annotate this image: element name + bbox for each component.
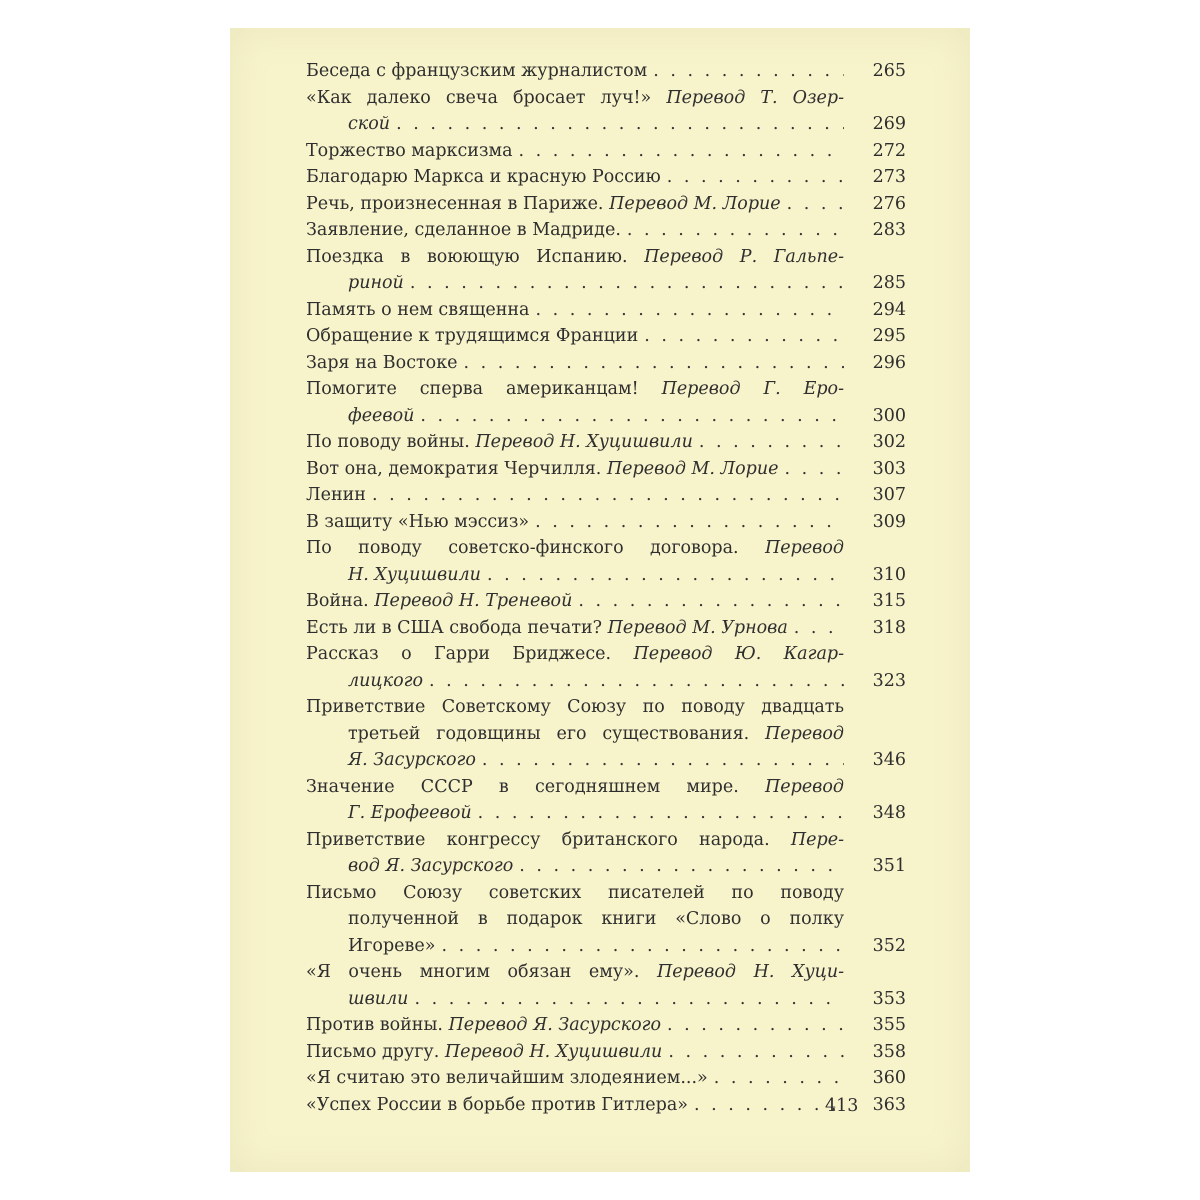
leader-dots [627, 217, 844, 244]
toc-line [306, 217, 906, 244]
entry-translator: швили [348, 988, 409, 1009]
leader-dots [414, 986, 844, 1013]
entry-title-text: Игореве» [348, 935, 436, 956]
entry-translator: Перевод Г. Еро- [661, 379, 844, 399]
toc-line [306, 138, 906, 165]
toc-line [306, 853, 906, 880]
entry-title-text: Приветствие Советскому Союзу по поводу двадцать [306, 697, 844, 717]
entry-title-text: Значение СССР в сегодняшнем мире. [306, 776, 765, 797]
entry-title-text: В защиту «Нью мэссиз» [306, 511, 530, 532]
entry-title [306, 906, 844, 933]
entry-translator: Перевод М. Лорие [606, 458, 779, 479]
toc-entry [306, 694, 906, 774]
entry-title [306, 562, 481, 589]
entry-title [306, 58, 647, 85]
toc-line [306, 482, 906, 509]
entry-page-number: 309 [872, 511, 906, 532]
entry-title-text: Беседа с французским журналистом [306, 61, 648, 81]
leader-dots [668, 1039, 844, 1066]
toc-entry [306, 588, 906, 615]
leader-dots [699, 429, 844, 456]
leader-dots [536, 297, 845, 324]
toc-entry [306, 164, 906, 191]
entry-title-text: «Успех России в борьбе против Гитлера» [306, 1094, 688, 1115]
leader-dots [478, 800, 844, 827]
toc-line [306, 1065, 906, 1092]
leader-dots [667, 1012, 844, 1039]
entry-title [306, 456, 779, 483]
entry-page-number: 363 [872, 1094, 906, 1115]
entry-title [306, 800, 472, 827]
toc-line [306, 191, 906, 218]
entry-page-number: 303 [872, 458, 906, 479]
entry-title [306, 1039, 662, 1066]
entry-page-number: 352 [872, 935, 906, 956]
entry-title [306, 853, 513, 880]
entry-title [306, 138, 513, 165]
entry-title [306, 641, 844, 668]
entry-title-text: Рассказ о Гарри Бриджесе. [306, 644, 634, 664]
entry-title-text: По поводу советско-финского договора. [306, 538, 765, 558]
entry-translator: Перевод [765, 538, 844, 558]
toc-line [306, 403, 906, 430]
entry-title [306, 509, 529, 536]
leader-dots [420, 403, 844, 430]
entry-page-number: 358 [872, 1041, 906, 1062]
entry-translator: ской [348, 114, 391, 134]
entry-title [306, 933, 435, 960]
entry-title [306, 297, 530, 324]
toc-entry [306, 827, 906, 880]
entry-title-text: полученной в подарок книги «Слово о полку [348, 909, 844, 929]
entry-title [306, 429, 693, 456]
entry-title [306, 217, 621, 244]
toc-line [306, 827, 906, 854]
entry-page-number: 272 [872, 140, 906, 161]
entry-translator: Н. Хуцишвили [348, 564, 481, 585]
toc-line [306, 774, 906, 801]
table-of-contents [306, 58, 906, 1118]
toc-entry [306, 1012, 906, 1039]
entry-translator: Перевод Ю. Кагар- [633, 644, 844, 664]
entry-title-text: Заявление, сделанное в Мадриде. [306, 220, 621, 240]
leader-dots [464, 350, 844, 377]
entry-page-number: 295 [872, 326, 906, 346]
toc-entry [306, 323, 906, 350]
leader-dots [578, 588, 844, 615]
leader-dots [535, 509, 844, 536]
entry-translator: Перевод Н. Хуци- [657, 962, 844, 982]
entry-title [306, 1012, 661, 1039]
toc-line [306, 668, 906, 695]
entry-title [306, 1092, 688, 1119]
toc-entry [306, 244, 906, 297]
leader-dots [441, 933, 844, 960]
toc-entry [306, 1065, 906, 1092]
toc-entry [306, 959, 906, 1012]
entry-translator: Пере- [790, 829, 844, 850]
leader-dots [429, 668, 844, 695]
entry-page-number: 265 [872, 61, 906, 81]
entry-translator: Перевод Н. Хуцишвили [475, 432, 693, 452]
entry-title-text: По поводу войны. [306, 432, 476, 452]
leader-dots [519, 853, 844, 880]
entry-title-text: Поездка в воюющую Испанию. [306, 246, 645, 267]
toc-line [306, 85, 906, 112]
entry-page-number: 353 [872, 988, 906, 1009]
entry-page-number: 294 [872, 299, 906, 320]
toc-line [306, 880, 906, 907]
entry-title [306, 1065, 708, 1092]
entry-title-text: Ленин [306, 485, 366, 505]
toc-entry [306, 1039, 906, 1066]
toc-line [306, 721, 906, 748]
entry-title [306, 747, 476, 774]
entry-translator: Перевод М. Лорие [609, 193, 781, 214]
entry-page-number: 276 [872, 193, 906, 214]
leader-dots [644, 323, 844, 350]
entry-page-number: 300 [872, 405, 906, 426]
leader-dots [667, 164, 844, 191]
entry-title [306, 668, 423, 695]
entry-title-text: Против войны. [306, 1015, 449, 1035]
entry-title-text: Письмо другу. [306, 1041, 445, 1062]
entry-title [306, 270, 404, 297]
entry-page-number: 269 [872, 114, 906, 134]
entry-title-text: третьей годовщины его существования. [348, 723, 765, 744]
entry-page-number: 355 [872, 1015, 906, 1035]
entry-translator: Перевод Т. Озер- [666, 87, 844, 108]
entry-page-number: 318 [872, 617, 906, 638]
entry-title-text: «Как далеко свеча бросает луч!» [306, 87, 667, 108]
leader-dots [482, 747, 844, 774]
entry-page-number: 296 [872, 352, 906, 373]
entry-title [306, 376, 844, 403]
toc-entry [306, 217, 906, 244]
toc-line [306, 906, 906, 933]
entry-title [306, 403, 414, 430]
toc-entry [306, 350, 906, 377]
toc-line [306, 694, 906, 721]
entry-page-number: 360 [872, 1068, 906, 1088]
toc-line [306, 270, 906, 297]
entry-translator: Перевод М. Урнова [607, 617, 788, 638]
leader-dots [787, 191, 844, 218]
entry-translator: Перевод Р. Гальпе- [644, 246, 844, 267]
entry-title [306, 164, 661, 191]
entry-page-number: 273 [872, 167, 906, 187]
toc-entry [306, 641, 906, 694]
toc-line [306, 588, 906, 615]
entry-title [306, 827, 844, 854]
toc-line [306, 747, 906, 774]
toc-line [306, 986, 906, 1013]
toc-entry [306, 615, 906, 642]
entry-translator: Перевод Н. Хуцишвили [444, 1041, 663, 1062]
entry-title-text: Заря на Востоке [306, 352, 458, 373]
toc-line [306, 376, 906, 403]
toc-line [306, 323, 906, 350]
toc-entry [306, 535, 906, 588]
entry-title [306, 535, 844, 562]
toc-entry [306, 376, 906, 429]
entry-page-number: 283 [872, 220, 906, 240]
entry-title-text: Есть ли в США свобода печати? [306, 617, 608, 638]
entry-title-text: Вот она, демократия Черчилля. [306, 458, 607, 479]
entry-title-text: Письмо Союзу советских писателей по поводу [306, 882, 844, 903]
toc-entry [306, 429, 906, 456]
entry-title [306, 85, 844, 112]
entry-title [306, 615, 788, 642]
toc-line [306, 800, 906, 827]
entry-page-number: 285 [872, 273, 906, 293]
entry-title [306, 959, 844, 986]
toc-line [306, 164, 906, 191]
toc-line [306, 456, 906, 483]
toc-line [306, 509, 906, 536]
entry-page-number: 351 [872, 856, 906, 876]
toc-entry [306, 191, 906, 218]
entry-page-number: 346 [872, 750, 906, 770]
toc-entry [306, 880, 906, 960]
entry-translator: вод Я. Засурского [348, 856, 514, 876]
entry-title [306, 721, 844, 748]
entry-title [306, 111, 390, 138]
entry-title [306, 588, 572, 615]
entry-title-text: Война. [306, 591, 375, 611]
entry-title [306, 244, 844, 271]
entry-translator: Г. Ерофеевой [348, 803, 472, 823]
entry-title-text: Речь, произнесенная в Париже. [306, 193, 610, 214]
leader-dots [714, 1065, 844, 1092]
toc-line [306, 1092, 906, 1119]
entry-page-number: 348 [872, 803, 906, 823]
leader-dots [694, 1092, 844, 1119]
toc-entry [306, 456, 906, 483]
leader-dots [372, 482, 844, 509]
toc-line [306, 933, 906, 960]
entry-translator: Перевод Я. Засурского [448, 1015, 662, 1035]
entry-title-text: Приветствие конгрессу британского народа. [306, 829, 791, 850]
toc-line [306, 1012, 906, 1039]
toc-line [306, 58, 906, 85]
toc-line [306, 297, 906, 324]
book-page [230, 28, 970, 1172]
entry-translator: Перевод [765, 723, 844, 744]
entry-title-text: «Я считаю это величайшим злодеянием...» [306, 1068, 708, 1088]
leader-dots [487, 562, 844, 589]
entry-page-number: 323 [872, 670, 906, 691]
leader-dots [396, 111, 844, 138]
toc-line [306, 959, 906, 986]
toc-line [306, 641, 906, 668]
toc-line [306, 562, 906, 589]
toc-line [306, 615, 906, 642]
toc-line [306, 535, 906, 562]
entry-page-number: 310 [872, 564, 906, 585]
entry-title [306, 350, 458, 377]
entry-title [306, 774, 844, 801]
entry-title [306, 986, 408, 1013]
entry-title [306, 191, 781, 218]
entry-translator: Я. Засурского [348, 750, 476, 770]
leader-dots [519, 138, 844, 165]
entry-title [306, 694, 844, 721]
entry-title [306, 323, 638, 350]
toc-entry [306, 85, 906, 138]
toc-entry [306, 482, 906, 509]
entry-translator: Перевод [765, 776, 844, 797]
entry-title-text: Торжество марксизма [306, 140, 513, 161]
leader-dots [785, 456, 845, 483]
entry-page-number: 307 [872, 485, 906, 505]
toc-line [306, 111, 906, 138]
toc-entry [306, 297, 906, 324]
toc-line [306, 244, 906, 271]
entry-page-number: 302 [872, 432, 906, 452]
entry-title [306, 880, 844, 907]
page-number: 413 [825, 1096, 859, 1116]
entry-title-text: Помогите сперва американцам! [306, 379, 662, 399]
toc-line [306, 1039, 906, 1066]
leader-dots [653, 58, 844, 85]
entry-title-text: Память о нем священна [306, 299, 530, 320]
toc-entry [306, 509, 906, 536]
leader-dots [794, 615, 844, 642]
entry-translator: Перевод Н. Треневой [374, 591, 573, 611]
toc-entry [306, 774, 906, 827]
entry-translator: риной [348, 273, 404, 293]
toc-entry [306, 138, 906, 165]
toc-line [306, 429, 906, 456]
entry-translator: лицкого [348, 670, 423, 691]
toc-entry [306, 58, 906, 85]
leader-dots [410, 270, 844, 297]
toc-line [306, 350, 906, 377]
entry-title-text: «Я очень многим обязан ему». [306, 962, 657, 982]
entry-translator: феевой [348, 405, 415, 426]
toc-entry [306, 1092, 906, 1119]
entry-title-text: Благодарю Маркса и красную Россию [306, 167, 661, 187]
entry-title-text: Обращение к трудящимся Франции [306, 326, 639, 346]
entry-page-number: 315 [872, 591, 906, 611]
entry-title [306, 482, 366, 509]
